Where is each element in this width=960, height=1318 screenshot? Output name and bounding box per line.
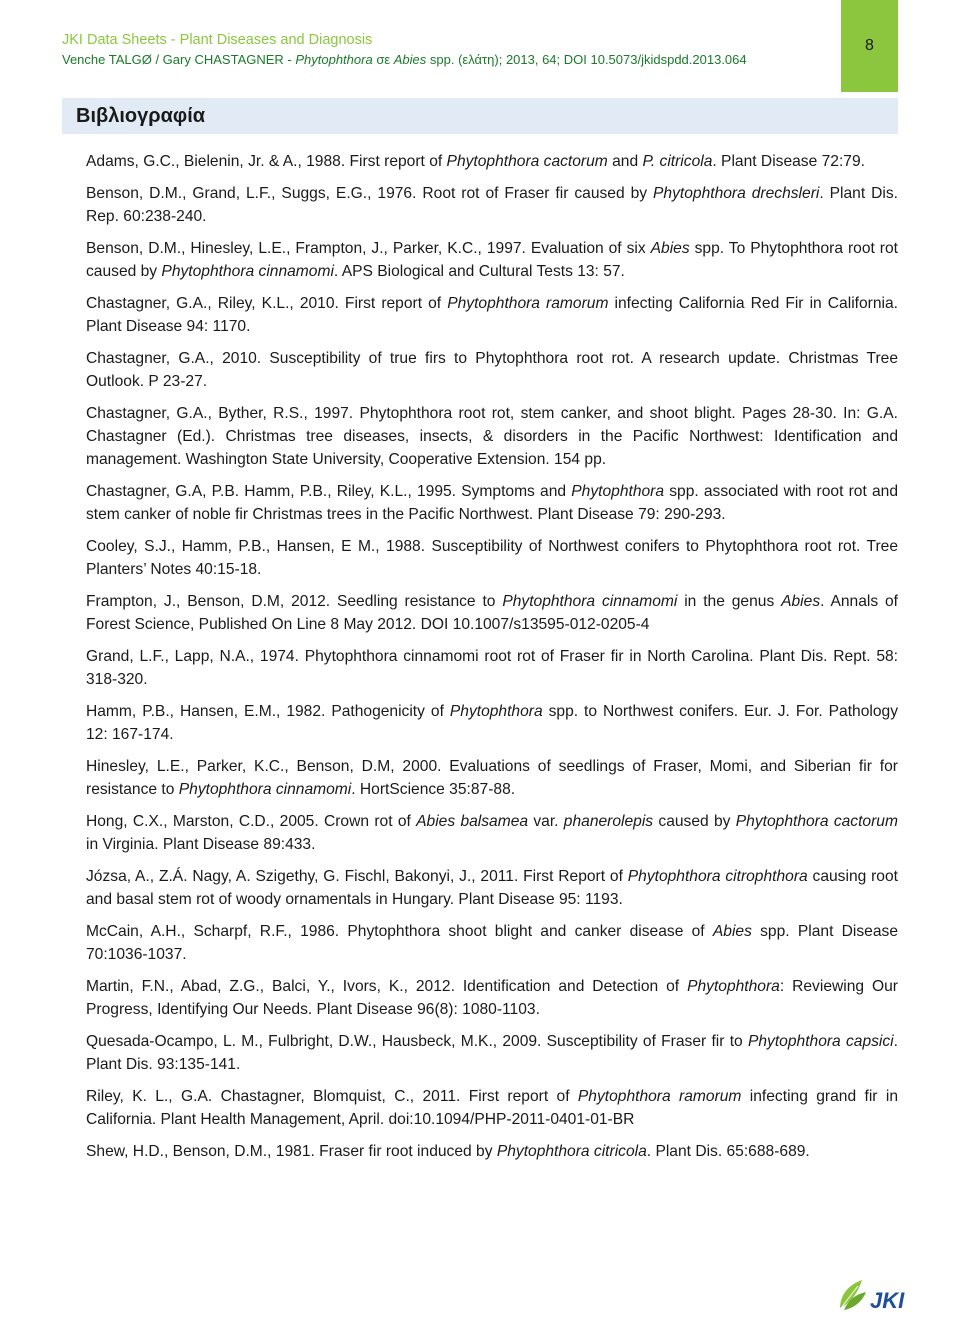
reference-entry [86, 150, 898, 173]
reference-text: Chastagner, G.A., Riley, K.L., 2010. First report of [86, 295, 448, 312]
reference-text: Grand, L.F., Lapp, N.A., 1974. Phytophthora cinnamomi root rot of Fraser fir in North Carolina. Plant Dis. Rept. 58: 318-320. [86, 648, 898, 688]
reference-text: in Virginia. Plant Disease 89:433. [86, 836, 316, 853]
reference-text: Frampton, J., Benson, D.M, 2012. Seedling resistance to [86, 593, 503, 610]
reference-text: Chastagner, G.A., Byther, R.S., 1997. Phytophthora root rot, stem canker, and shoot blight. Pages 28-30. In: G.A. Chastagner (Ed.). Christmas tree diseases, insects, & disorders in the Pacific Northwest: Identification and management. Washington State University, Cooperative Extension. 154 pp. [86, 405, 898, 468]
reference-text: Hong, C.X., Marston, C.D., 2005. Crown rot of [86, 813, 417, 830]
reference-text: McCain, A.H., Scharpf, R.F., 1986. Phytophthora shoot blight and canker disease of [86, 923, 713, 940]
reference-text: Hinesley, L.E., Parker, K.C., Benson, D.M, 2000. Evaluations of seedlings of Fraser, Momi, and Siberian fir for resistance to [86, 758, 898, 798]
reference-italic-text: Phytophthora capsici [747, 1033, 894, 1050]
citation-rest: spp. (ελάτη); 2013, 64; DOI 10.5073/jkidspdd.2013.064 [426, 52, 747, 67]
reference-italic-text: Phytophthora citricola [496, 1143, 647, 1160]
reference-text: Adams, G.C., Bielenin, Jr. & A., 1988. First report of [86, 153, 447, 170]
reference-text: . Plant Dis. 93:135-141. [86, 1033, 898, 1073]
reference-italic-text: Phytophthora [571, 483, 665, 500]
reference-text: in the genus [677, 593, 782, 610]
reference-italic-text: Phytophthora ramorum [577, 1088, 742, 1105]
reference-text: Riley, K. L., G.A. Chastagner, Blomquist, C., 2011. First report of [86, 1088, 578, 1105]
reference-entry [86, 700, 898, 746]
reference-entry [86, 535, 898, 581]
reference-entry [86, 975, 898, 1021]
citation-line [62, 50, 842, 70]
reference-text: Chastagner, G.A, P.B. Hamm, P.B., Riley, K.L., 1995. Symptoms and [86, 483, 572, 500]
reference-text: caused by [653, 813, 736, 830]
reference-italic-text: Phytophthora cinnamomi [178, 781, 352, 798]
reference-entry [86, 590, 898, 636]
reference-entry [86, 480, 898, 526]
reference-italic-text: Phytophthora cinnamomi [502, 593, 678, 610]
citation-genus: Phytophthora [295, 52, 373, 67]
reference-italic-text: Phytophthora [687, 978, 780, 995]
reference-italic-text: Abies [781, 593, 821, 610]
page-number-box [841, 0, 898, 92]
reference-text: Józsa, A., Z.Á. Nagy, A. Szigethy, G. Fischl, Bakonyi, J., 2011. First Report of [86, 868, 628, 885]
reference-entry [86, 182, 898, 228]
reference-text: . Annals of Forest Science, Published On Line 8 May 2012. DOI 10.1007/s13595-012-0205-4 [86, 593, 898, 633]
reference-text: Chastagner, G.A., 2010. Susceptibility of true firs to Phytophthora root rot. A research update. Christmas Tree Outlook. P 23-27. [86, 350, 898, 390]
reference-text: spp. Plant Disease 70:1036-1037. [86, 923, 898, 963]
section-heading [62, 98, 898, 134]
reference-entry [86, 645, 898, 691]
reference-text: : Reviewing Our Progress, Identifying Our Needs. Plant Disease 96(8): 1080-1103. [86, 978, 898, 1018]
reference-text: var. [528, 813, 564, 830]
reference-entry [86, 237, 898, 283]
reference-text: spp. associated with root rot and stem canker of noble fir Christmas trees in the Pacific Northwest. Plant Disease 79: 290-293. [86, 483, 898, 523]
reference-text: and [607, 153, 643, 170]
reference-entry [86, 1030, 898, 1076]
reference-entry [86, 402, 898, 471]
leaf-icon [838, 1280, 866, 1312]
series-title: JKI Data Sheets - Plant Diseases and Diagnosis [62, 32, 373, 48]
reference-italic-text: Abies [712, 923, 752, 940]
reference-italic-text: P. citricola [642, 153, 713, 170]
reference-italic-text: Phytophthora cactorum [735, 813, 898, 830]
reference-text: . HortScience 35:87-88. [351, 781, 516, 798]
reference-entry [86, 292, 898, 338]
jki-logo [834, 1274, 924, 1314]
reference-entry [86, 810, 898, 856]
reference-text: Hamm, P.B., Hansen, E.M., 1982. Pathogenicity of [86, 703, 450, 720]
reference-text: Quesada-Ocampo, L. M., Fulbright, D.W., Hausbeck, M.K., 2009. Susceptibility of Fraser fir to [86, 1033, 748, 1050]
reference-text: spp. To Phytophthora root rot caused by [86, 240, 898, 280]
citation-sep: σε [372, 52, 394, 67]
reference-text: infecting California Red Fir in California. Plant Disease 94: 1170. [86, 295, 898, 335]
reference-entry [86, 347, 898, 393]
reference-text: Cooley, S.J., Hamm, P.B., Hansen, E M., 1988. Susceptibility of Northwest conifers to Phytophthora root rot. Tree Planters’ Notes 40:15-18. [86, 538, 898, 578]
jki-logo-text: JKI [870, 1288, 905, 1313]
reference-text: spp. to Northwest conifers. Eur. J. For. Pathology 12: 167-174. [86, 703, 899, 743]
reference-text: infecting grand fir in California. Plant Health Management, April. doi:10.1094/PHP-2011-0401-01-BR [86, 1088, 898, 1128]
reference-text: causing root and basal stem rot of woody ornamentals in Hungary. Plant Disease 95: 1193. [86, 868, 898, 908]
reference-italic-text: Phytophthora drechsleri [653, 185, 820, 202]
reference-italic-text: Phytophthora [449, 703, 543, 720]
reference-text: Martin, F.N., Abad, Z.G., Balci, Y., Ivors, K., 2012. Identification and Detection of [86, 978, 688, 995]
reference-italic-text: Abies [650, 240, 690, 257]
reference-text: . Plant Dis. 65:688-689. [646, 1143, 810, 1160]
running-header [62, 30, 842, 70]
reference-italic-text: Phytophthora cinnamomi [161, 263, 334, 280]
reference-text: . Plant Dis. Rep. 60:238-240. [86, 185, 899, 225]
reference-text: . APS Biological and Cultural Tests 13: 57. [333, 263, 625, 280]
reference-italic-text: Phytophthora cactorum [446, 153, 608, 170]
citation-authors: Venche TALGØ / Gary CHASTAGNER - [62, 52, 296, 67]
reference-entry [86, 1085, 898, 1131]
reference-entry [86, 865, 898, 911]
section-title: Βιβλιογραφία [76, 104, 206, 127]
reference-text: Shew, H.D., Benson, D.M., 1981. Fraser fir root induced by [86, 1143, 497, 1160]
reference-italic-text: Abies balsamea [416, 813, 529, 830]
reference-text: Benson, D.M., Hinesley, L.E., Frampton, J., Parker, K.C., 1997. Evaluation of six [86, 240, 651, 257]
reference-entry [86, 755, 898, 801]
reference-italic-text: Phytophthora ramorum [447, 295, 609, 312]
reference-text: . Plant Disease 72:79. [712, 153, 865, 170]
reference-text: Benson, D.M., Grand, L.F., Suggs, E.G., 1976. Root rot of Fraser fir caused by [86, 185, 654, 202]
citation-host: Abies [393, 52, 427, 67]
reference-entry [86, 920, 898, 966]
reference-italic-text: Phytophthora citrophthora [627, 868, 808, 885]
page-number: 8 [865, 37, 874, 54]
reference-italic-text: phanerolepis [563, 813, 654, 830]
reference-list [86, 150, 898, 1172]
reference-entry [86, 1140, 898, 1163]
